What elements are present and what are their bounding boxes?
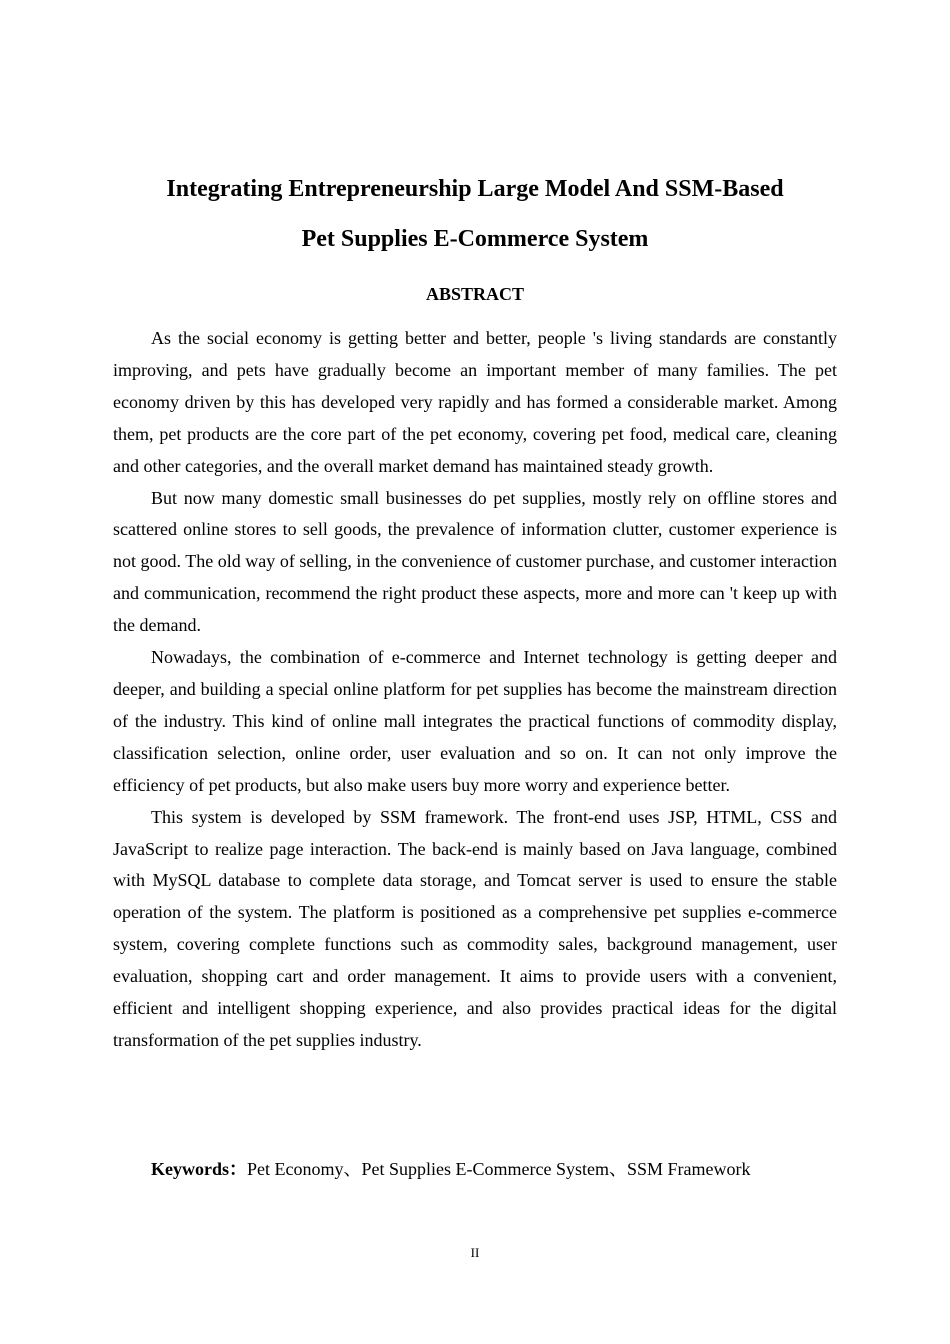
page-number: II xyxy=(470,1245,480,1260)
keywords-label: Keywords： xyxy=(151,1159,247,1179)
abstract-paragraph-4: This system is developed by SSM framework. The front-end uses JSP, HTML, CSS and JavaScript to realize page interaction. The back-end is mainly based on Java language, combined with MySQL database to complete data storage, and Tomcat server is used to ensure the stable operation of the system. The platform is positioned as a comprehensive pet supplies e-commerce system, covering complete functions such as commodity sales, background management, user evaluation, shopping cart and order management. It aims to provide users with a convenient, efficient and intelligent shopping experience, and also provides practical ideas for the digital transformation of the pet supplies industry. xyxy=(113,806,837,1050)
abstract-paragraph-1: As the social economy is getting better and better, people 's living standards are constantly improving, and pets have gradually become an important member of many families. The pet economy driven by this has developed very rapidly and has formed a considerable market. Among them, pet products are the core part of the pet economy, covering pet food, medical care, cleaning and other categories, and the overall market demand has maintained steady growth. xyxy=(113,328,837,476)
abstract-heading: ABSTRACT xyxy=(425,284,525,304)
abstract-paragraph-2: But now many domestic small businesses do pet supplies, mostly rely on offline stores and scattered online stores to sell goods, the prevalence of information clutter, customer experience is not good. The old way of selling, in the convenience of customer purchase, and customer interaction and communication, recommend the right product these aspects, more and more can 't keep up with the demand. xyxy=(113,487,837,636)
abstract-body xyxy=(113,323,837,1057)
keywords-text: Pet Economy、Pet Supplies E-Commerce System、SSM Framework xyxy=(247,1159,751,1179)
abstract-paragraph-3: Nowadays, the combination of e-commerce and Internet technology is getting deeper and deeper, and building a special online platform for pet supplies has become the mainstream direction of the industry. This kind of online mall integrates the practical functions of commodity display, classification selection, online order, user evaluation and so on. It can not only improve the efficiency of pet products, but also make users buy more worry and experience better. xyxy=(113,647,837,795)
keywords-line xyxy=(151,1155,750,1183)
paper-title-line-2: Pet Supplies E-Commerce System xyxy=(301,226,649,252)
paper-title-line-1: Integrating Entrepreneurship Large Model And SSM-Based xyxy=(166,176,784,202)
